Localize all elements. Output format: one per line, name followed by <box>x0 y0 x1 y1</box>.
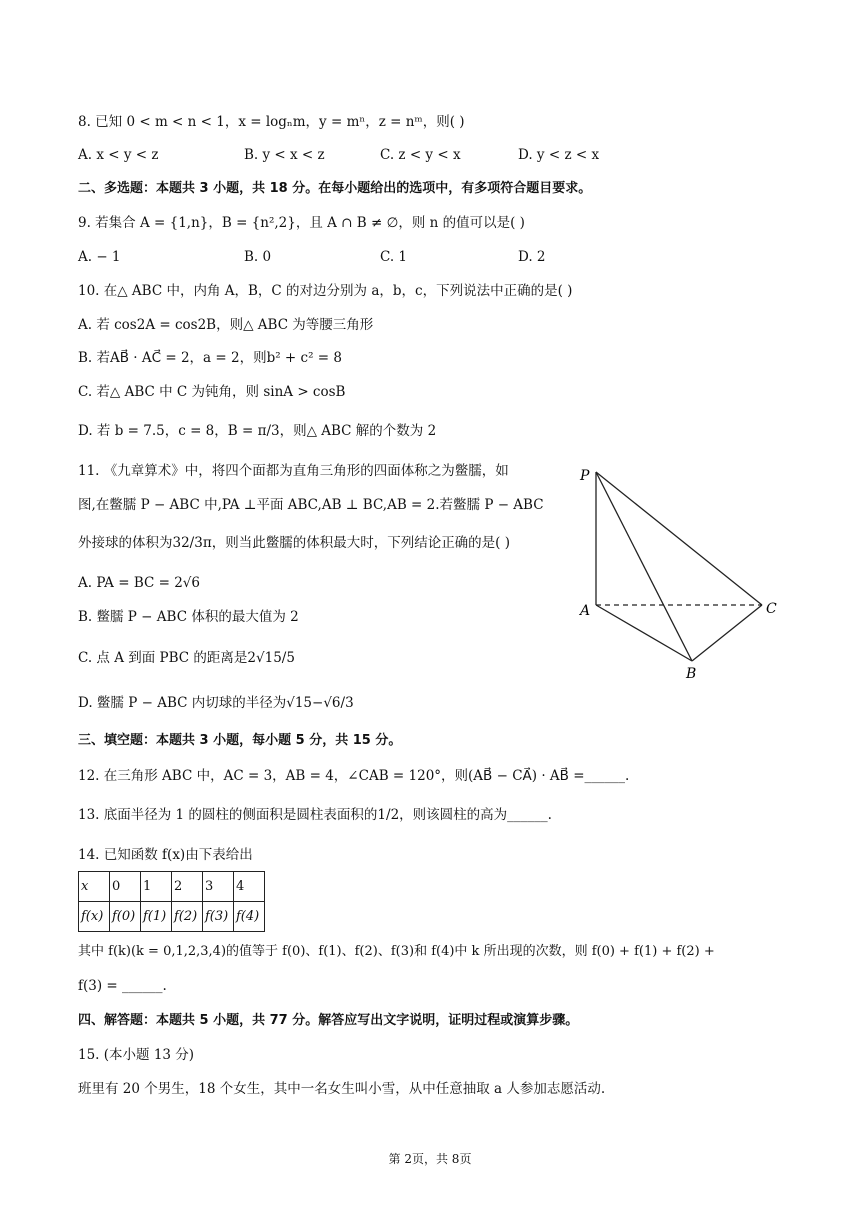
q9-option-b: B. 0 <box>244 249 272 265</box>
q11-option-d: D. 鳖臑 P − ABC 内切球的半径为√15−√6/3 <box>78 695 354 711</box>
q11-stem-line-1: 11. 《九章算术》中，将四个面都为直角三角形的四面体称之为鳖臑，如 <box>78 463 509 479</box>
q9-option-c: C. 1 <box>380 249 408 265</box>
q8-option-a: A. x < y < z <box>78 147 159 163</box>
q9-stem: 9. 若集合 A = {1,n}，B = {n²,2}，且 A ∩ B ≠ ∅，则 n 的值可以是( ) <box>78 215 525 231</box>
table-row-fx <box>79 902 265 932</box>
label-a: A <box>580 603 591 619</box>
table-cell: f(x) <box>79 902 110 932</box>
q11-stem-line-2: 图,在鳖臑 P − ABC 中,PA ⊥平面 ABC,AB ⊥ BC,AB = 2.若鳖臑 P − ABC <box>78 497 544 513</box>
section-heading-fill-blank: 三、填空题：本题共 3 小题，每小题 5 分，共 15 分。 <box>78 733 402 748</box>
table-cell: f(0) <box>110 902 141 932</box>
table-cell: f(2) <box>172 902 203 932</box>
table-row-x <box>79 872 265 902</box>
table-cell: 2 <box>172 872 203 902</box>
q9-option-d: D. 2 <box>518 249 546 265</box>
q10-option-d: D. 若 b = 7.5，c = 8，B = π/3，则△ ABC 解的个数为 2 <box>78 423 437 439</box>
q10-option-b: B. 若AB⃗ · AC⃗ = 2，a = 2，则b² + c² = 8 <box>78 350 342 366</box>
edge-bc <box>692 605 762 661</box>
tetrahedron-figure <box>572 458 792 688</box>
table-cell: f(4) <box>234 902 265 932</box>
q10-option-a: A. 若 cos2A = cos2B，则△ ABC 为等腰三角形 <box>78 317 374 333</box>
q8-option-b: B. y < x < z <box>244 147 325 163</box>
q15-title: 15. (本小题 13 分) <box>78 1047 195 1063</box>
table-cell: x <box>79 872 110 902</box>
q10-option-c: C. 若△ ABC 中 C 为钝角，则 sinA > cosB <box>78 384 346 400</box>
q13-stem: 13. 底面半径为 1 的圆柱的侧面积是圆柱表面积的1/2，则该圆柱的高为______. <box>78 807 552 823</box>
section-heading-solutions: 四、解答题：本题共 5 小题，共 77 分。解答应写出文字说明，证明过程或演算步骤。 <box>78 1013 579 1028</box>
function-table <box>78 871 265 932</box>
table-cell: f(3) <box>203 902 234 932</box>
q11-option-b: B. 鳖臑 P − ABC 体积的最大值为 2 <box>78 609 299 625</box>
q14-stem: 14. 已知函数 f(x)由下表给出 <box>78 847 253 863</box>
label-p: P <box>580 468 590 484</box>
page-footer: 第 2页，共 8页 <box>388 1152 472 1166</box>
table-cell: 0 <box>110 872 141 902</box>
q11-option-a: A. PA = BC = 2√6 <box>78 575 200 591</box>
q14-text-line-2: f(3) = ______. <box>78 978 167 994</box>
label-c: C <box>766 601 777 617</box>
label-b: B <box>686 666 697 682</box>
table-cell: 3 <box>203 872 234 902</box>
edge-pc <box>596 472 762 605</box>
q9-option-a: A. − 1 <box>78 249 121 265</box>
table-cell: f(1) <box>141 902 172 932</box>
q15-text: 班里有 20 个男生，18 个女生，其中一名女生叫小雪，从中任意抽取 a 人参加志愿活动. <box>78 1081 606 1097</box>
q14-text-line-1: 其中 f(k)(k = 0,1,2,3,4)的值等于 f(0)、f(1)、f(2)、f(3)和 f(4)中 k 所出现的次数，则 f(0) + f(1) + f(2) + <box>78 944 715 959</box>
table-cell: 1 <box>141 872 172 902</box>
q11-option-c: C. 点 A 到面 PBC 的距离是2√15/5 <box>78 650 295 666</box>
q8-option-c: C. z < y < x <box>380 147 461 163</box>
q11-stem-line-3: 外接球的体积为32/3π，则当此鳖臑的体积最大时，下列结论正确的是( ) <box>78 535 511 551</box>
q8-stem: 8. 已知 0 < m < n < 1，x = logₙm，y = mⁿ，z = nᵐ，则( ) <box>78 114 465 130</box>
table-cell: 4 <box>234 872 265 902</box>
section-heading-multiple-choice: 二、多选题：本题共 3 小题，共 18 分。在每小题给出的选项中，有多项符合题目要求。 <box>78 181 592 196</box>
q8-option-d: D. y < z < x <box>518 147 600 163</box>
q10-stem: 10. 在△ ABC 中，内角 A，B，C 的对边分别为 a，b，c，下列说法中正确的是( ) <box>78 283 573 299</box>
q12-stem: 12. 在三角形 ABC 中，AC = 3，AB = 4，∠CAB = 120°，则(AB⃗ − CA⃗) · AB⃗ =______. <box>78 768 630 784</box>
